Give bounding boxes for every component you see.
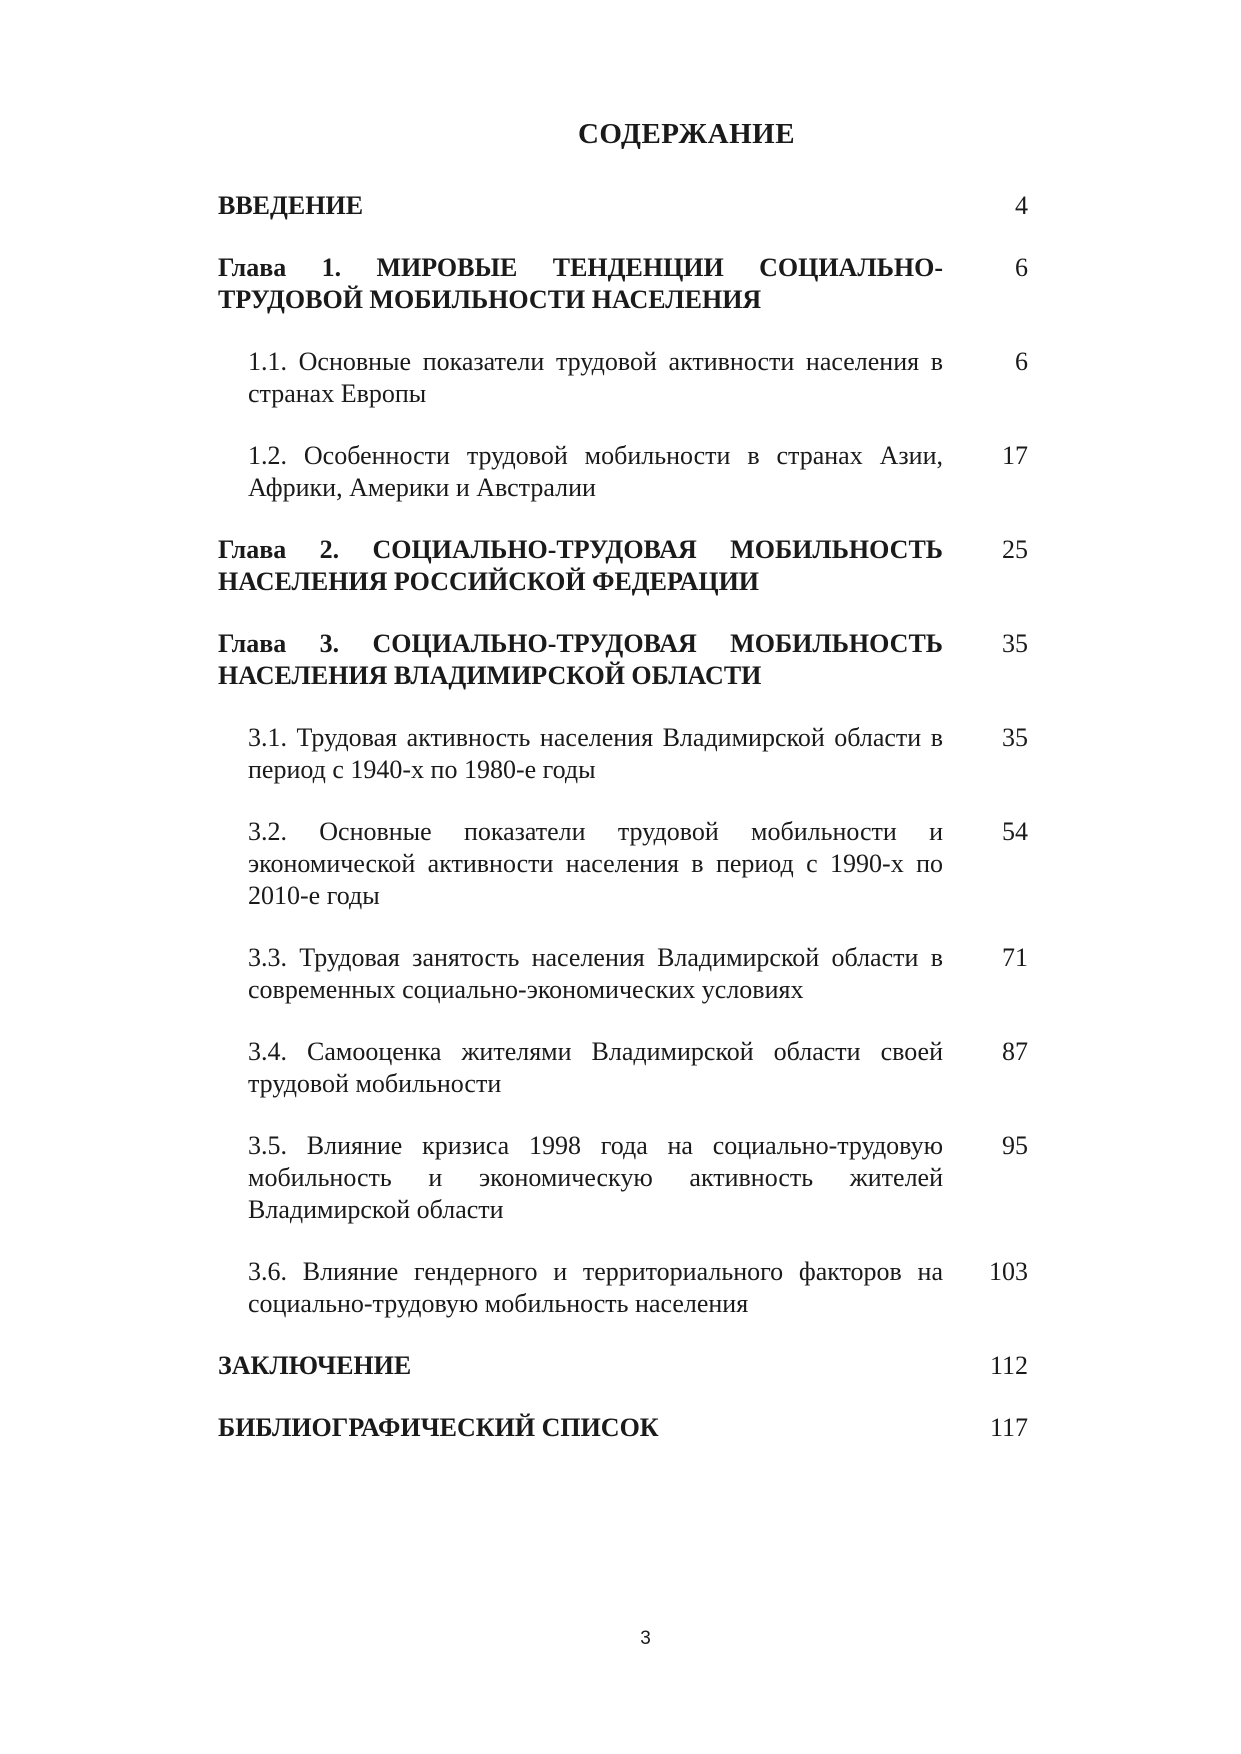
toc-entry-text: ЗАКЛЮЧЕНИЕ bbox=[218, 1351, 412, 1380]
toc-entry-conclusion bbox=[218, 1350, 1028, 1382]
toc-entry-text: Глава 2. СОЦИАЛЬНО-ТРУДОВАЯ МОБИЛЬНОСТЬ НАСЕЛЕНИЯ РОССИЙСКОЙ ФЕДЕРАЦИИ bbox=[218, 535, 943, 596]
toc-entry-page: 6 bbox=[1015, 347, 1028, 376]
toc-entry-page: 117 bbox=[989, 1413, 1028, 1442]
toc-entry-page: 95 bbox=[1002, 1131, 1028, 1160]
toc-entry-page: 6 bbox=[1015, 253, 1028, 282]
toc-entry-chapter-2 bbox=[218, 534, 1028, 598]
toc-entry-text: 3.2. Основные показатели трудовой мобильности и экономической активности населения в период с 1990-х по 2010-е годы bbox=[248, 817, 943, 910]
toc-entry-text: Глава 1. МИРОВЫЕ ТЕНДЕНЦИИ СОЦИАЛЬНО-ТРУДОВОЙ МОБИЛЬНОСТИ НАСЕЛЕНИЯ bbox=[218, 253, 943, 314]
toc-entry-text: ВВЕДЕНИЕ bbox=[218, 191, 364, 220]
toc-entry-chapter-1 bbox=[218, 252, 1028, 316]
toc-entry-section-1-1 bbox=[218, 346, 1028, 410]
page-number: 3 bbox=[640, 1628, 651, 1649]
toc-entry-page: 54 bbox=[1002, 817, 1028, 846]
toc-entry-page: 17 bbox=[1002, 441, 1028, 470]
toc-entry-introduction bbox=[218, 190, 1028, 222]
toc-entry-page: 4 bbox=[1015, 191, 1028, 220]
toc-entry-text: 3.5. Влияние кризиса 1998 года на социально-трудовую мобильность и экономическую активность жителей Владимирской области bbox=[248, 1131, 943, 1224]
toc-entry-section-3-4 bbox=[218, 1036, 1028, 1100]
toc-entry-section-3-3 bbox=[218, 942, 1028, 1006]
toc-entry-section-1-2 bbox=[218, 440, 1028, 504]
toc-entry-page: 35 bbox=[1002, 723, 1028, 752]
toc-title: СОДЕРЖАНИЕ bbox=[577, 118, 796, 150]
toc-entry-text: 3.6. Влияние гендерного и территориального факторов на социально-трудовую мобильность населения bbox=[248, 1257, 943, 1318]
toc-entry-text: БИБЛИОГРАФИЧЕСКИЙ СПИСОК bbox=[218, 1413, 659, 1442]
toc-entry-page: 112 bbox=[989, 1351, 1028, 1380]
toc-entry-page: 87 bbox=[1002, 1037, 1028, 1066]
toc-entry-chapter-3 bbox=[218, 628, 1028, 692]
toc-entry-text: 1.1. Основные показатели трудовой активности населения в странах Европы bbox=[248, 347, 943, 408]
toc-entry-section-3-2 bbox=[218, 816, 1028, 912]
toc-entry-text: 1.2. Особенности трудовой мобильности в странах Азии, Африки, Америки и Австралии bbox=[248, 441, 943, 502]
toc-entry-page: 35 bbox=[1002, 629, 1028, 658]
toc-entry-text: 3.1. Трудовая активность населения Владимирской области в период с 1940-х по 1980-е годы bbox=[248, 723, 943, 784]
toc-entry-page: 25 bbox=[1002, 535, 1028, 564]
toc-entry-section-3-5 bbox=[218, 1130, 1028, 1226]
toc-entry-text: Глава 3. СОЦИАЛЬНО-ТРУДОВАЯ МОБИЛЬНОСТЬ НАСЕЛЕНИЯ ВЛАДИМИРСКОЙ ОБЛАСТИ bbox=[218, 629, 943, 690]
toc-entry-section-3-6 bbox=[218, 1256, 1028, 1320]
table-of-contents bbox=[218, 190, 1028, 1444]
toc-entry-text: 3.3. Трудовая занятость населения Владимирской области в современных социально-экономических условиях bbox=[248, 943, 943, 1004]
toc-entry-page: 103 bbox=[989, 1257, 1028, 1286]
toc-entry-section-3-1 bbox=[218, 722, 1028, 786]
toc-entry-bibliography bbox=[218, 1412, 1028, 1444]
toc-entry-page: 71 bbox=[1002, 943, 1028, 972]
toc-entry-text: 3.4. Самооценка жителями Владимирской области своей трудовой мобильности bbox=[248, 1037, 943, 1098]
